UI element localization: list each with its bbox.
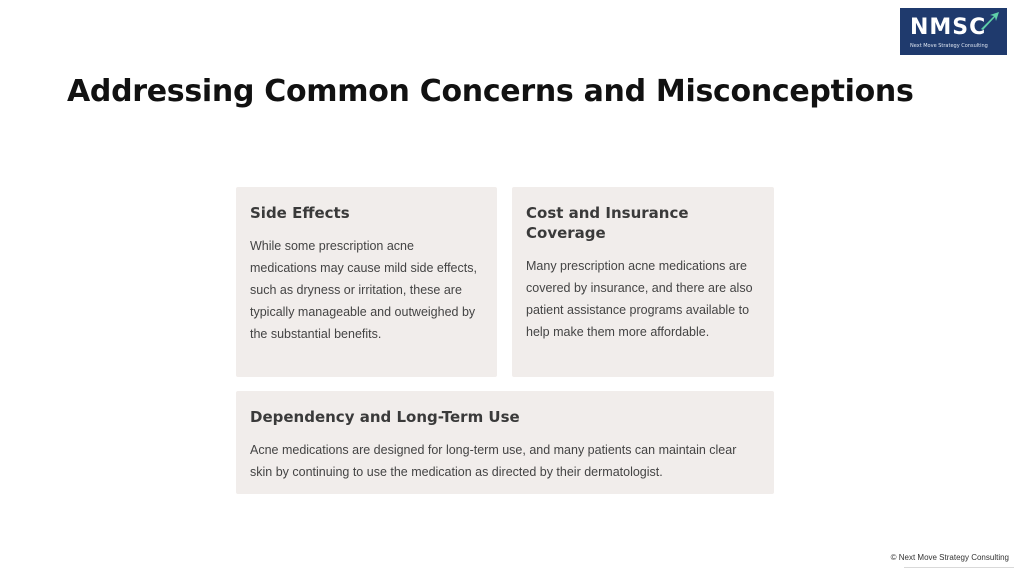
arrow-icon	[979, 10, 1001, 32]
page-title: Addressing Common Concerns and Misconceptions	[67, 74, 914, 109]
card-title: Dependency and Long-Term Use	[250, 408, 520, 426]
concern-card-dependency	[236, 391, 774, 494]
card-body: Acne medications are designed for long-term use, and many patients can maintain clear skin by continuing to use the medication as directed by their dermatologist.	[250, 443, 737, 479]
card-title: Cost and Insurance Coverage	[526, 204, 689, 242]
logo-tagline: Next Move Strategy Consulting	[910, 43, 988, 49]
card-body: While some prescription acne medications may cause mild side effects, such as dryness or irritation, these are typically manageable and outweighed by the substantial benefits.	[250, 239, 477, 341]
footer-divider	[904, 567, 1014, 568]
footer-copyright: © Next Move Strategy Consulting	[890, 553, 1009, 562]
company-logo	[900, 8, 1007, 55]
concern-card-cost-insurance	[512, 187, 774, 377]
card-body: Many prescription acne medications are covered by insurance, and there are also patient assistance programs available to help make them more affordable.	[526, 259, 753, 339]
concern-card-side-effects	[236, 187, 497, 377]
logo-mark: NMSC	[910, 15, 987, 40]
card-title: Side Effects	[250, 204, 350, 222]
